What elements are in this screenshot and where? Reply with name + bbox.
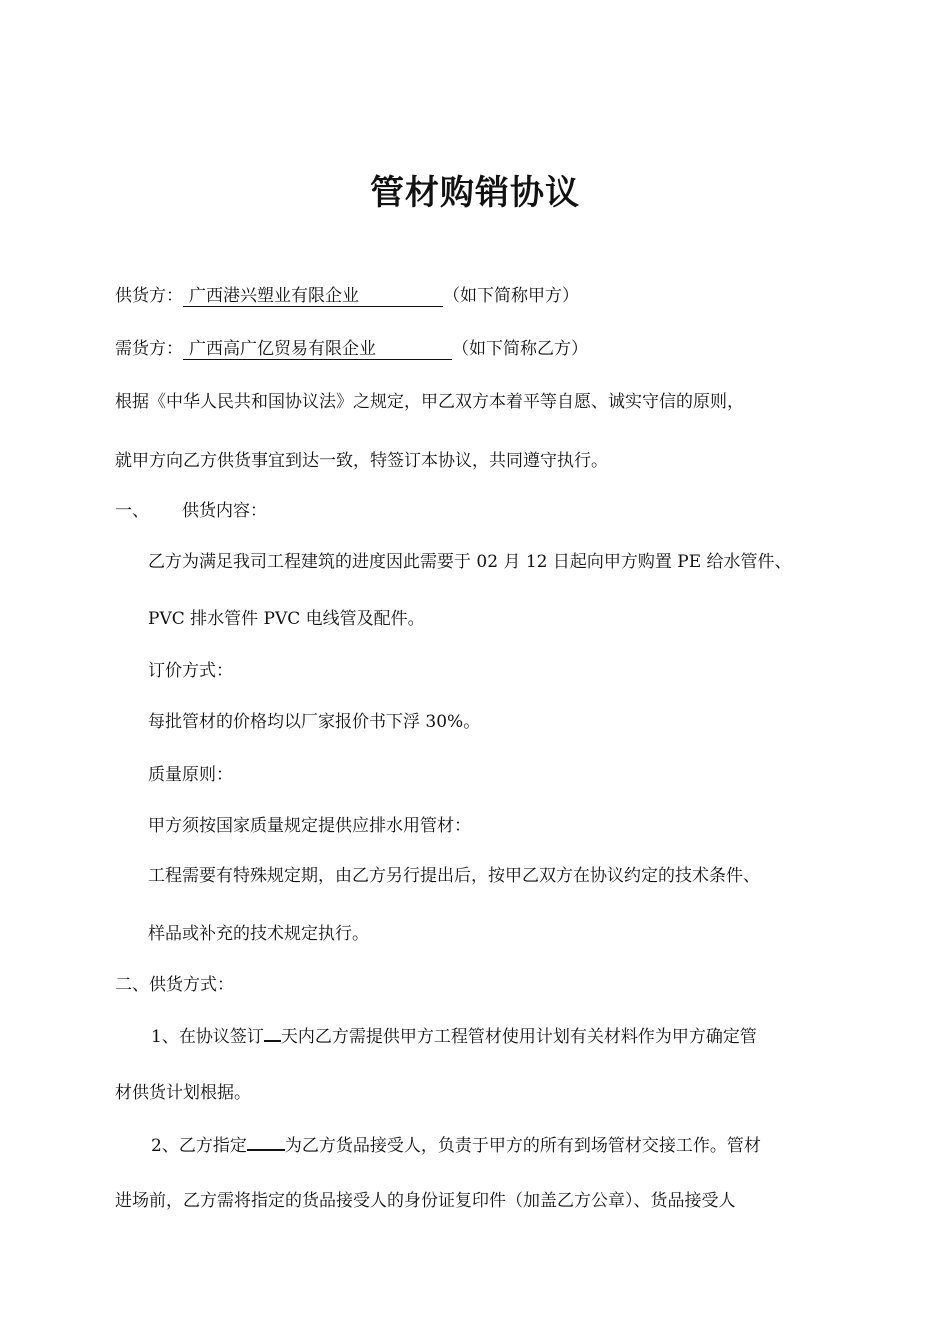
- document-title: 管材购销协议: [370, 173, 580, 213]
- quality-line-2: 工程需要有特殊规定期，由乙方另行提出后，按甲乙双方在协议约定的技术条件、: [148, 866, 760, 886]
- section1-content-line-1: 乙方为满足我司工程建筑的进度因此需要于 02 月 12 日起向甲方购置 PE 给水管件、: [148, 552, 792, 572]
- quality-line-3: 样品或补充的技术规定执行。: [148, 924, 369, 944]
- supplier-label: 供货方：: [115, 286, 183, 306]
- preamble-line-2: 就甲方向乙方供货事宜到达一致，特签订本协议，共同遵守执行。: [115, 451, 608, 471]
- section1-number: 一、: [115, 501, 149, 521]
- pricing-heading: 订价方式：: [148, 661, 233, 681]
- item2-text-after: 为乙方货品接受人，负责于甲方的所有到场管材交接工作。管材: [284, 1136, 761, 1156]
- section2-item2: [151, 1133, 761, 1157]
- section2-item1-cont: 材供货计划根据。: [115, 1083, 251, 1103]
- quality-line-1: 甲方须按国家质量规定提供应排水用管材：: [148, 816, 471, 836]
- item1-text-before: 1、在协议签订: [151, 1027, 264, 1047]
- section1-title: 供货内容：: [182, 501, 267, 521]
- supplier-line: [115, 285, 579, 307]
- buyer-note: （如下简称乙方）: [452, 339, 588, 359]
- pricing-text: 每批管材的价格均以厂家报价书下浮 30%。: [148, 712, 481, 732]
- preamble-line-1: 根据《中华人民共和国协议法》之规定，甲乙双方本着平等自愿、诚实守信的原则，: [115, 392, 744, 412]
- item2-blank: [247, 1133, 285, 1151]
- buyer-label: 需货方：: [115, 339, 183, 359]
- section1-content-line-2: PVC 排水管件 PVC 电线管及配件。: [148, 609, 425, 629]
- section2-item1: [151, 1024, 757, 1048]
- buyer-name: 广西高广亿贸易有限企业: [183, 339, 452, 360]
- quality-heading: 质量原则：: [148, 765, 233, 785]
- item1-blank: [264, 1024, 281, 1042]
- item2-text-before: 2、乙方指定: [151, 1136, 247, 1156]
- section2-item2-cont: 进场前，乙方需将指定的货品接受人的身份证复印件（加盖乙方公章）、货品接受人: [115, 1191, 736, 1211]
- buyer-line: [115, 338, 588, 360]
- section1-heading: [115, 500, 267, 522]
- section2-heading: 二、供货方式：: [115, 975, 234, 995]
- item1-text-after: 天内乙方需提供甲方工程管材使用计划有关材料作为甲方确定管: [280, 1027, 757, 1047]
- supplier-name: 广西港兴塑业有限企业: [183, 286, 443, 307]
- supplier-note: （如下简称甲方）: [443, 286, 579, 306]
